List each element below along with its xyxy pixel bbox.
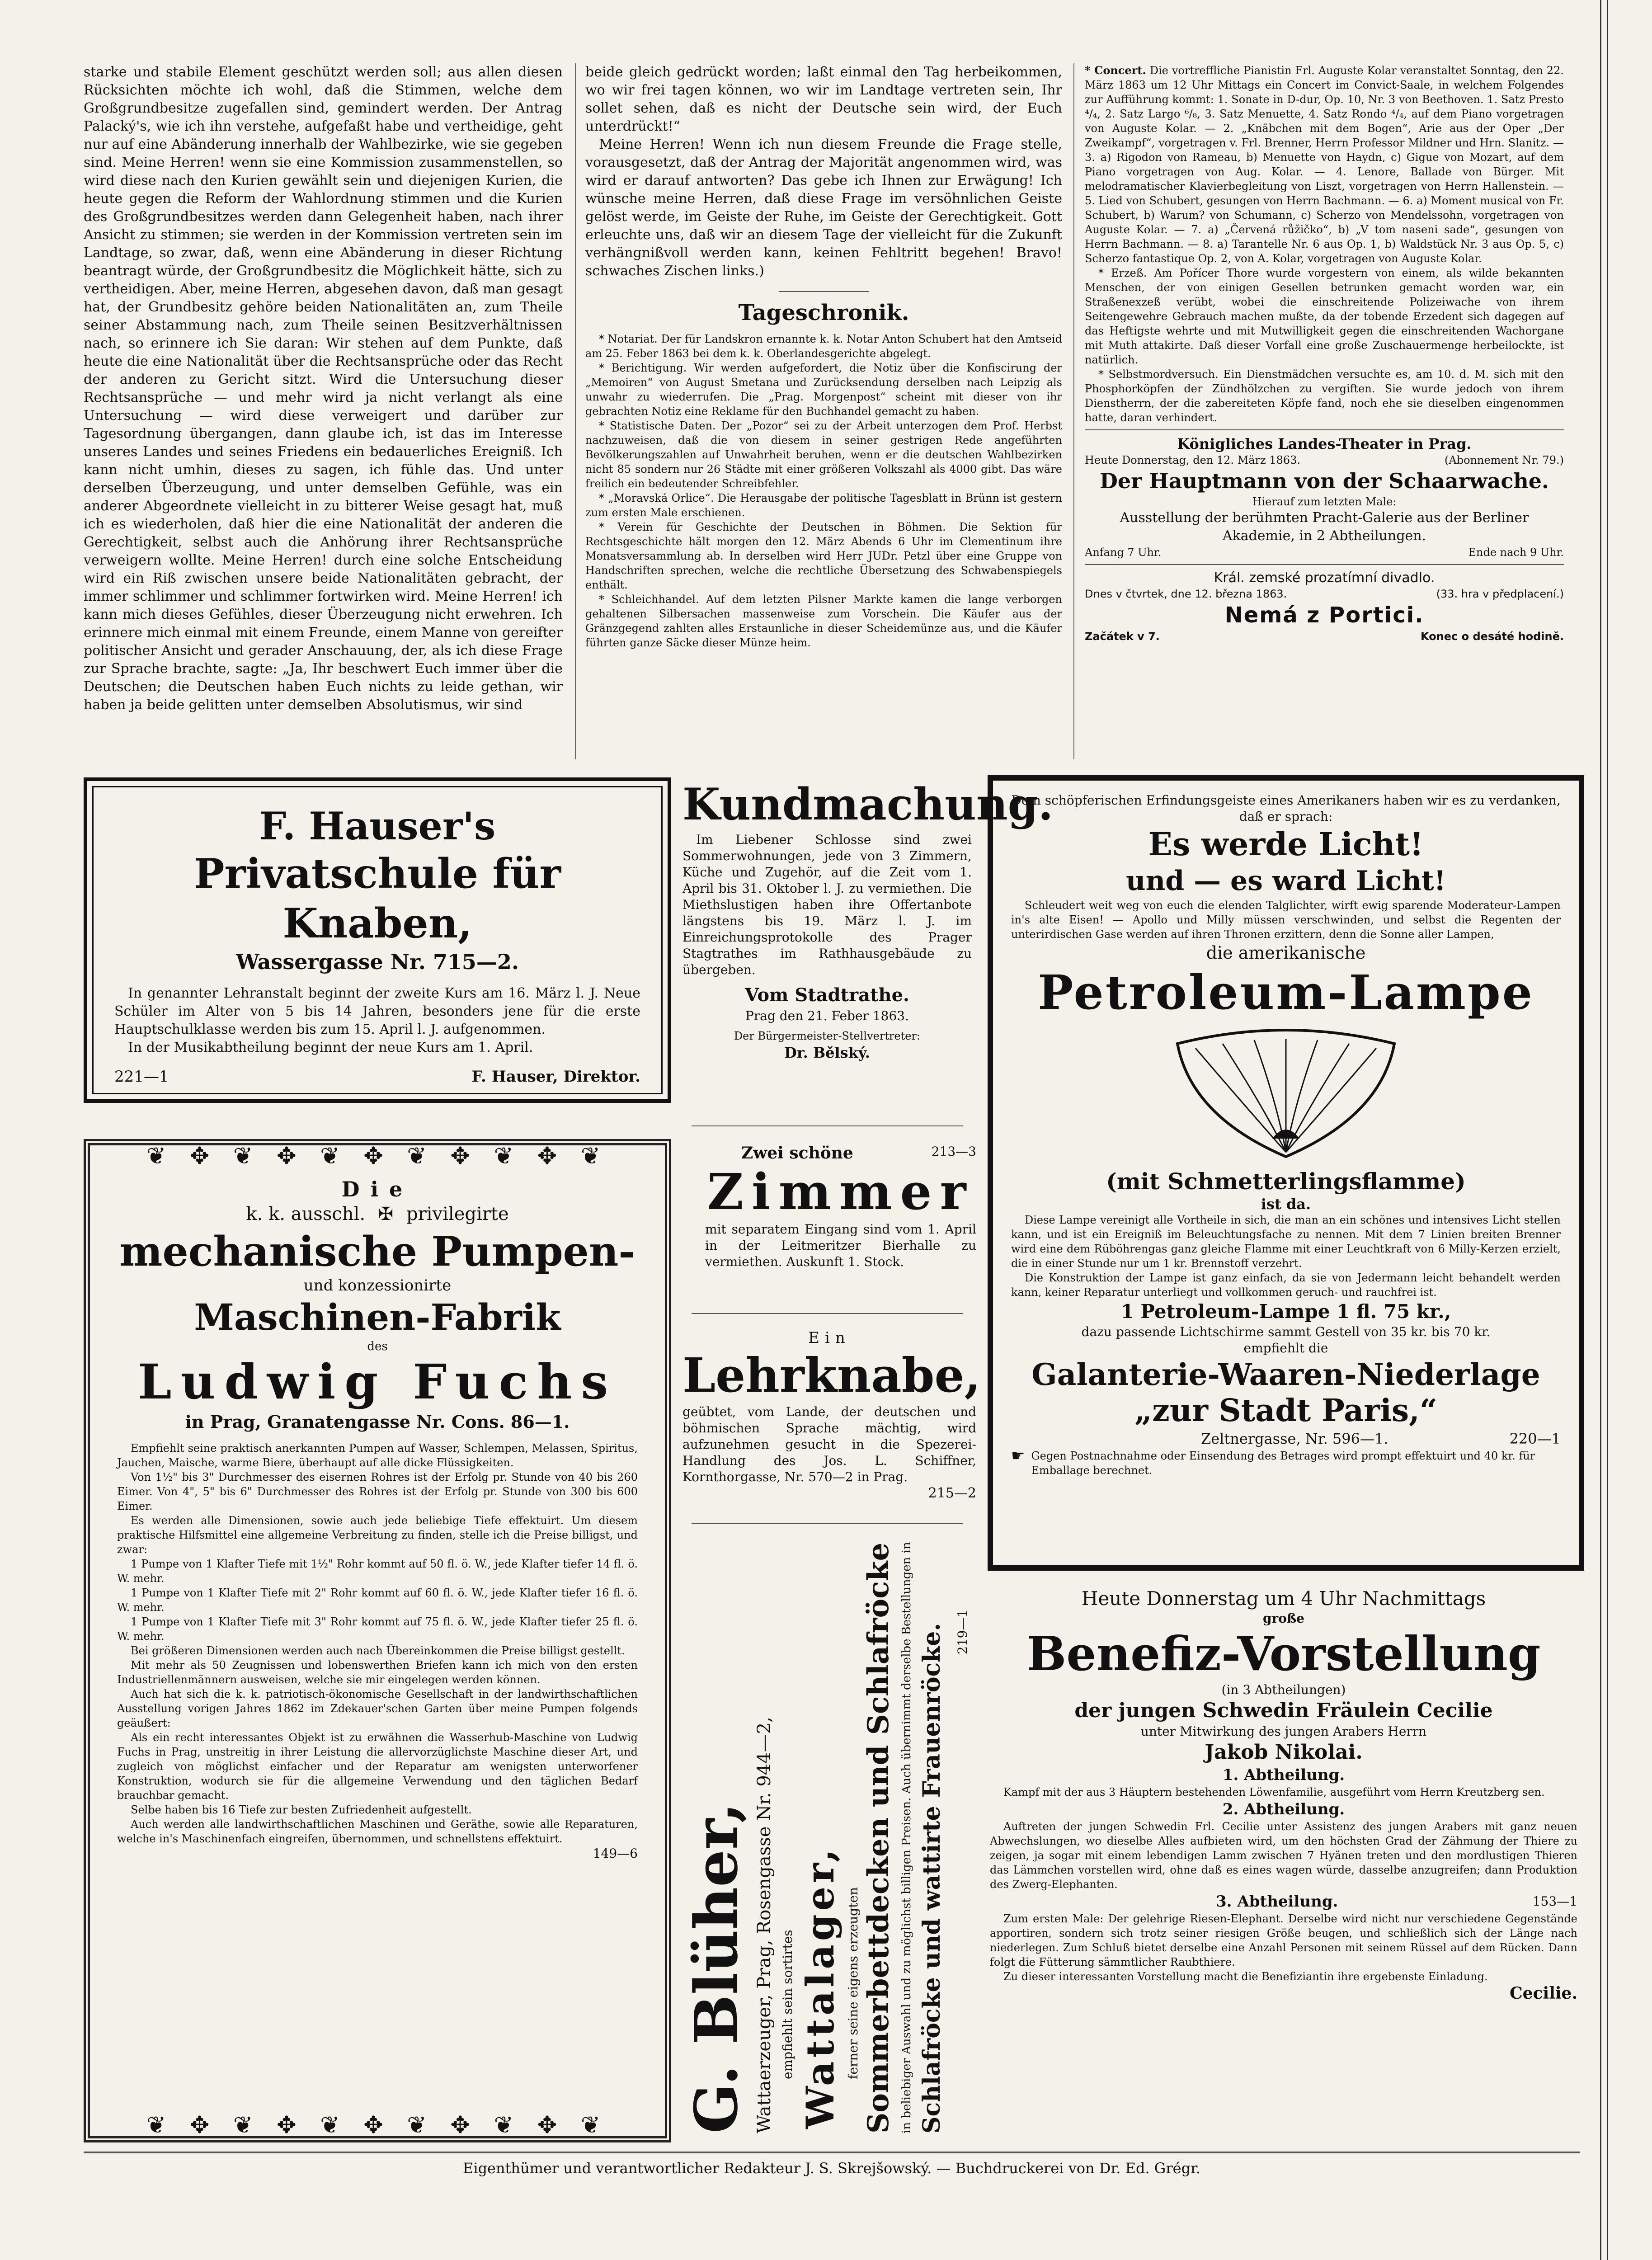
- kundmachung-role: Der Bürgermeister-Stellvertreter:: [734, 1030, 921, 1042]
- kundmachung-title: Kundmachung.: [682, 779, 1054, 830]
- zimmer-header: [705, 1144, 976, 1163]
- page-edge-line-2: [1607, 0, 1608, 2260]
- chronicle-item: * Berichtigung. Wir werden aufgefordert, die Notiz über die Konfiscirung der „Memoiren“ von August Smetana und Zurücksendung derselben nach Leipzig als unwahr zu wiederrufen. Die „Prag. Morgenpost“ scheint mit dieser von ihr gebrachten Notiz eine Reklame für den Buchhandel gemacht zu haben.: [585, 362, 1062, 418]
- theatre-listing: [1085, 435, 1564, 560]
- column-divider: [575, 63, 576, 759]
- zimmer-lead: Zwei schöne: [741, 1144, 853, 1163]
- bluher-line1: Wattaerzeuger, Prag, Rosengasse Nr. 944—2,: [754, 1717, 775, 2133]
- bluher-line6: Schlafröcke und wattirte Frauenröcke.: [918, 1623, 946, 2133]
- ad-zimmer: [705, 1144, 976, 1297]
- kundmachung-body: [682, 832, 972, 978]
- fuchs-price: 1 Pumpe von 1 Klafter Tiefe mit 3" Rohr kommt auf 75 fl. ö. W., jede Klafter tiefer 25 fl. ö. W. mehr.: [117, 1615, 638, 1643]
- benefiz-part3-text: Zum ersten Male: Der gelehrige Riesen-Elephant. Derselbe wird nicht nur verschiedene Gegenstände apportiren, sondern sich trotz seiner riesigen Größe beugen, und schließlich sich der Länge nach niederlegen. Zum Schluß bietet derselbe eine Anzahl Personen mit seinem Rüssel auf dem Rücken. Dann folgt die Fütterung sämmtlicher Raubthiere.: [990, 1912, 1577, 1968]
- fuchs-the: Die: [341, 1177, 414, 1201]
- hauser-code: 221—1: [114, 1068, 169, 1086]
- lampe-shop: Galanterie-Waaren-Niederlage: [1031, 1357, 1540, 1392]
- ad-benefiz: [990, 1587, 1577, 2142]
- ornament-top: ❦ ✥ ❦ ✥ ❦ ✥ ❦ ✥ ❦ ✥ ❦: [146, 1143, 609, 1170]
- bluher-line5: in beliebiger Auswahl und zu möglichst billigen Preisen. Auch übernimmt derselbe Bestellungen in: [900, 1542, 913, 2133]
- bluher-line2: empfiehlt sein sortirtes: [780, 1930, 795, 2079]
- lehrknabe-lead: Ein: [808, 1329, 851, 1347]
- lampe-title: Petroleum-Lampe: [1038, 965, 1534, 1020]
- lampe-price: 1 Petroleum-Lampe 1 fl. 75 kr.,: [1120, 1300, 1451, 1323]
- middle-column-text: [585, 63, 1062, 650]
- bluher-line4: Sommerbettdecken und Schlafröcke: [861, 1542, 895, 2133]
- hauser-subtitle: Privatschule für Knaben,: [193, 850, 561, 947]
- middle-paragraph: Meine Herren! Wenn ich nun diesem Freunde die Frage stelle, vorausgesetzt, daß der Antrag der Majorität angenommen wird, was wird er darauf antworten? Das gebe ich Ihnen zur Erwägung! Ich wünsche meine Herren, daß diese Frage im versöhnlichen Geiste gelöst werde, im Geiste der Ruhe, im Geiste der Gerechtigkeit. Gott erleuchte uns, daß wir an diesem Tage der vielleicht für die Zukunft verhängnißvoll werden kann, keinen Fehltritt begehen! Bravo! schwaches Zischen links.): [585, 137, 1062, 279]
- hauser-title: F. Hauser's: [259, 804, 496, 848]
- benefiz-part3-code: 153—1: [1532, 1894, 1577, 1909]
- eagle-icon: ✠: [378, 1204, 394, 1224]
- section-divider: [1085, 564, 1564, 565]
- benefiz-part1-text: Kampf mit der aus 3 Häuptern bestehenden Löwenfamilie, ausgeführt vom Herrn Kreutzberg sen.: [1003, 1786, 1545, 1799]
- lampe-text: Schleudert weit weg von euch die elenden Talglichter, wirft ewig sparende Moderateur-Lampen in's alte Eisen! — Apollo und Milly müssen verschwinden, und selbst die Regenten der unterirdischen Gase werden auf ihren Thronen erzittern, denn die Sonne aller Lampen,: [1011, 899, 1561, 941]
- lehrknabe-body: [682, 1404, 976, 1485]
- lehrknabe-title: Lehrknabe,: [682, 1347, 981, 1403]
- fuchs-title1: mechanische Pumpen-: [119, 1228, 635, 1276]
- chronicle-item: * Verein für Geschichte der Deutschen in Böhmen. Die Sektion für Rechtsgeschichte hält morgen den 12. März Abends 6 Uhr im Clementinum ihre Monatsversammlung ab. In derselben wird Herr JUDr. Petzl über eine Gruppe von Handschriften sprechen, welche die rechtliche Übersetzung des Schwabenspiegels enthält.: [585, 521, 1062, 591]
- zimmer-body: [705, 1221, 976, 1270]
- fuchs-text: Bei größeren Dimensionen werden auch nach Übereinkommen die Preise billigst gestellt.: [131, 1644, 625, 1657]
- theatre-play: Der Hauptmann von der Schaarwache.: [1099, 469, 1549, 493]
- benefiz-part3-title: 3. Abtheilung.: [1216, 1893, 1338, 1911]
- theatre-times: [1085, 545, 1564, 560]
- fuchs-title2: Maschinen-Fabrik: [194, 1296, 561, 1338]
- kundmachung-text: Im Liebener Schlosse sind zwei Sommerwohnungen, jede von 3 Zimmern, Küche und Zugehör, auf die Zeit vom 1. April bis 31. Oktober l. J. zu vermiethen. Die Miethslustigen haben ihre Offertanbote längstens bis 19. März l. J. im Einreichungsprotokolle des Prager Stagtrathes im Rathhausgebäude zu übergeben.: [682, 832, 972, 977]
- fuchs-body: [117, 1441, 638, 1846]
- ornament-bottom: ❦ ✥ ❦ ✥ ❦ ✥ ❦ ✥ ❦ ✥ ❦: [146, 2112, 609, 2139]
- lamp-glass-icon: [1011, 1026, 1561, 1163]
- pointing-hand-icon: ☛: [1011, 1447, 1025, 1465]
- lampe-code: 220—1: [1509, 1430, 1561, 1447]
- fuchs-text: Mit mehr als 50 Zeugnissen und lobenswerthen Briefen kann ich mich von den ersten Industriellenmännern ausweisen, welche sie mir eingelegen werden können.: [117, 1659, 638, 1686]
- right-column-text: [1085, 63, 1564, 644]
- news-item: * Erzeß. Am Pořícer Thore wurde vorgestern von einem, als wilde bekannten Menschen, der von einigen Gesellen betrunken gemacht worden war, ein Straßenexzeß verübt, wobei die einschreitende Polizeiwache von ihrem Seitengewehre Gebrauch machen mußte, da der tobende Erzedent sich dagegen auf das Heftigste wehrte und mit Mutwilligkeit gegen die einschreitenden Wachorgane mit Muth attakirte. Daß dieser Vorfall eine große Zuschauermenge herbeilockte, ist natürlich.: [1085, 267, 1564, 366]
- kundmachung-date: Prag den 21. Feber 1863.: [745, 1008, 909, 1023]
- concert-item: [1085, 63, 1564, 266]
- section-divider: [1085, 429, 1564, 430]
- theatre-title: Königliches Landes-Theater in Prag.: [1177, 435, 1472, 452]
- left-paragraph: starke und stabile Element geschützt werden soll; aus allen diesen Rücksichten möchte ich wohl, daß die Stimmen, welche dem Großgrundbesitze zugefallen sind, gemindert werden. Der Antrag Palacký's, wie ich ihn verstehe, aufgefaßt habe und vertheidige, geht nur auf eine Abänderung innerhalb der Wahlbezirke, wie sie gegeben sind. Meine Herren! wenn sie eine Kommission zusammenstellen, so wird diese nach den Kurien gewählt sein und diejenigen Kurien, die heute gegen die Reform der Wahlordnung stimmen und die Kurien des Großgrundbesitzes werden dann Gelegenheit haben, nach ihrer Ansicht zu stimmen; sie werden in der Kommission vertreten sein im Landtage, so zwar, daß, wenn eine Abänderung in dieser Richtung beantragt würde, der Großgrundbesitz die Möglichkeit hätte, sich zu vertheidigen. Aber, meine Herren, abgesehen davon, daß man gesagt hat, der Grundbesitz gehöre beiden Nationalitäten an, zum Theile seiner Abstammung nach, zum Theile seinen Besitzverhältnissen nach, so erinnere ich Sie daran: Wir stehen auf dem Punkte, daß heute die eine Nationalität über die Rechtsansprüche oder das Recht der anderen zu Gericht sitzt. Wird die Untersuchung dieser Rechtsansprüche — und mehr wird ja nicht verlangt als eine Untersuchung — wird diese verweigert und darüber zur Tagesordnung übergangen, dann glaube ich, ist das im Interesse unseres Landes und seines Friedens ein bedauerliches Ereigniß. Ich kann nicht umhin, dieses zu sagen, ich fühle das. Und unter derselben Überzeugung, und unter demselben Gefühle, was ein anderer Abgeordnete vielleicht in zu bitterer Weise gesagt hat, muß ich es wiederholen, daß hier die eine Nationalität der anderen die Gerechtigkeit, selbst auch die Anhörung ihrer Rechtsansprüche verweigern wollte. Meine Herren! durch eine solche Entscheidung wird ein Riß zwischen unsere beide Nationalitäten gebracht, der immer schlimmer und schlimmer fortwirken wird. Meine Herren! ich kann mich dieses Gefühles, dieser Überzeugung nicht erwehren. Ich erinnere mich einmal mit einem Freunde, einem Manne von gereifter politischer Ansicht und gerader Anschauung, der, als ich diese Frage zur Sprache brachte, sagte: „Ja, Ihr beschwert Euch immer über die Deutschen; die Deutschen haben Euch nichts zu leide gethan, wir haben ja beide gelitten unter demselben Absolutismus, wir sind: [84, 64, 563, 713]
- ad-bluher: [678, 1537, 985, 2142]
- hauser-signature: F. Hauser, Direktor.: [471, 1068, 640, 1086]
- fuchs-line1-a: k. k. ausschl.: [246, 1204, 366, 1224]
- ad-lehrknabe: [682, 1329, 981, 1510]
- lampe-price2: dazu passende Lichtschirme sammt Gestell von 35 kr. bis 70 kr.: [1081, 1324, 1491, 1339]
- benefiz-part1: [990, 1785, 1577, 1799]
- lampe-footer-row: [1011, 1449, 1561, 1478]
- left-column-text: [84, 63, 563, 714]
- lampe-shop2: „zur Stadt Paris,“: [1134, 1393, 1437, 1429]
- czech-theatre-end: Konec o desáté hodině.: [1421, 630, 1564, 643]
- fuchs-text: Selbe haben bis 16 Tiefe zur besten Zufriedenheit aufgestellt.: [131, 1803, 472, 1816]
- theatre-note: Ausstellung der berühmten Pracht-Galerie aus der Berliner Akademie, in 2 Abtheilungen.: [1120, 510, 1529, 544]
- ad-hauser: [84, 777, 671, 1103]
- lampe-body2: [1011, 1213, 1561, 1300]
- lamp-glass-icon-svg: [1168, 1026, 1403, 1161]
- czech-theatre-date: Dnes v čtvrtek, dne 12. března 1863.: [1085, 588, 1287, 600]
- page-footer: Eigenthümer und verantwortlicher Redakteur J. S. Skrejšowský. — Buchdruckerei von Dr. Ed. Grégr.: [462, 2160, 1201, 2177]
- bluher-title: Wattalager,: [798, 1845, 842, 2129]
- fuchs-text: Als ein recht interessantes Objekt ist zu erwähnen die Wasserhub-Maschine von Ludwig Fuchs in Prag, unstreitig in ihrer Leistung die allervorzüglichste Maschine dieser Art, und zugleich von möglichst einfacher und der Reparatur am wenigsten unterworfener Konstruktion, wodurch sie für die allgemeine Verwendung und den täglichen Bedarf brauchbar gemacht.: [117, 1731, 638, 1802]
- benefiz-guest: Jakob Nikolai.: [1205, 1741, 1363, 1764]
- fuchs-text: Auch werden alle landwirthschaftlichen Maschinen und Geräthe, sowie alle Reparaturen, welche in's Maschinenfach eingreifen, übernommen, und schnellstens effektuirt.: [117, 1818, 638, 1845]
- ad-lampe: [988, 775, 1584, 1571]
- czech-theatre-subscription: (33. hra v předplacení.): [1436, 588, 1564, 600]
- theatre-date: Heute Donnerstag, den 12. März 1863.: [1085, 454, 1301, 466]
- lampe-text: Diese Lampe vereinigt alle Vortheile in sich, die man an ein schönes und intensives Licht stellen kann, und ist ein Ereigniß im Beleuchtungsfache zu nennen. Mit dem 7 Linien breiten Brenner wird eine dem Rüböhrengas ganz gleiche Flamme mit einer Leuchtkraft von 6 Milly-Kerzen erzielt, die in einer Stunde nur um 1 kr. Brennstoff verzehrt.: [1011, 1214, 1561, 1270]
- lampe-address: Zeltnergasse, Nr. 596—1.: [1201, 1430, 1388, 1447]
- chronicle-item: * Schleichhandel. Auf dem letzten Pilsner Markte kamen die lange verborgen gehaltenen Silbersachen massenweise zum Vorschein. Die Käufer aus der Gränzgegend zahlten alles Erstaunliche in dieser Scheidemünze aus, und die Käufer führten ganze Säcke dieser Münze heim.: [585, 593, 1062, 649]
- theatre-date-row: [1085, 453, 1564, 467]
- czech-theatre-date-row: [1085, 587, 1564, 601]
- hauser-footer: [114, 1068, 640, 1086]
- bluher-line3: ferner seine eigens erzeugten: [846, 1887, 861, 2079]
- concert-title: * Concert.: [1085, 64, 1146, 77]
- benefiz-part3: [990, 1912, 1577, 1969]
- chronicle-item: * Statistische Daten. Der „Pozor“ sei zu der Arbeit unterzogen dem Prof. Herbst nachzuweisen, daß die von diesem in seiner gestrigen Rede angeführten Bevölkerungszahlen auf Unwahrheit beruhen, wenn er die deutschen Wahlbezirken nicht 85 sondern nur 26 Städte mit einer größeren Volkszahl als 4000 gibt. Das wäre freilich ein bedeutender Schreibfehler.: [585, 419, 1062, 490]
- ad-fuchs: [84, 1139, 671, 2142]
- section-divider: [692, 1523, 963, 1524]
- chronicle-item: * Notariat. Der für Landskron ernannte k. k. Notar Anton Schubert hat den Amtseid am 25. Feber 1863 bei dem k. k. Oberlandesgerichte abgelegt.: [585, 333, 1062, 360]
- lampe-text: Die Konstruktion der Lampe ist ganz einfach, da sie von Jedermann leicht behandelt werden kann, keiner Reparatur unterliegt und vollkommen geruch- und rauchfrei ist.: [1011, 1271, 1561, 1299]
- lampe-intro: Dem schöpferischen Erfindungsgeiste eines Amerikaners haben wir es zu verdanken, daß er sprach:: [1011, 793, 1561, 824]
- benefiz-with: unter Mitwirkung des jungen Arabers Herrn: [1140, 1724, 1427, 1739]
- middle-paragraph: beide gleich gedrückt worden; laßt einmal den Tag herbeikommen, wo wir frei tagen können, wo wir im Landtage vertreten sein, Ihr sollet sehen, daß es nicht der Deutsche sein wird, der Euch unterdrückt!“: [585, 64, 1062, 134]
- lampe-sub: (mit Schmetterlingsflamme): [1106, 1168, 1466, 1195]
- theatre-start: Anfang 7 Uhr.: [1085, 546, 1162, 559]
- bluher-code: 219—1: [955, 1609, 970, 1654]
- section-divider: [779, 291, 869, 292]
- benefiz-lead: Heute Donnerstag um 4 Uhr Nachmittags: [1081, 1587, 1486, 1610]
- czech-theatre-play: Nemá z Portici.: [1224, 603, 1424, 628]
- fuchs-address: in Prag, Granatengasse Nr. Cons. 86—1.: [185, 1412, 570, 1432]
- lehrknabe-text: geübtet, vom Lande, der deutschen und böhmischen Sprache mächtig, wird aufzunehmen gesucht in die Spezerei-Handlung des Jos. L. Schiffner, Kornthorgasse, Nr. 570—2 in Prag.: [682, 1404, 976, 1484]
- column-divider: [1073, 63, 1074, 759]
- concert-text: Die vortreffliche Pianistin Frl. Auguste Kolar veranstaltet Sonntag, den 22. März 1863 um 12 Uhr Mittags ein Concert im Convict-Saale, in welchem Folgendes zur Aufführung kommt: 1. Sonate in D-dur, Op. 10, Nr. 3 von Beethoven. 1. Satz Presto ⁴/₄, 2. Satz Largo ⁶/₈, 3. Satz Menuette, 4. Satz Rondo ⁴/₄, auf dem Piano vorgetragen von Auguste Kolar. — 2. „Knäbchen mit dem Bogen“, Arie aus der Oper „Der Zweikampf“, vorgetragen v. Frl. Brenner, Herrn Professor Mildner und Hrn. Slanitz. — 3. a) Rigodon von Rameau, b) Menuette von Haydn, c) Gigue von Mozart, auf dem Piano vorgetragen von Aug. Kolar. — 4. Lenore, Ballade von Bürger. Mit melodramatischer Klavierbegleitung von Liszt, vorgetragen von Herrn Hallenstein. — 5. Lied von Schubert, gesungen von Herrn Bachmann. — 6. a) Moment musical von Fr. Schubert, b) Warum? von Schumann, c) Scherzo von Mendelssohn, vorgetragen von Auguste Kolar. — 7. a) „Červená růžičko“, b) „V tom naseni sade“, gesungen von Herrn Bachmann. — 8. a) Tarantelle Nr. 6 aus Op. 1, b) Waldstück Nr. 3 aus Op. 5, c) Scherzo fantastique Op. 2, von A. Kolar, vorgetragen von Auguste Kolar.: [1085, 64, 1564, 265]
- benefiz-part2-title: 2. Abtheilung.: [1222, 1800, 1345, 1818]
- lampe-headline2: und — es ward Licht!: [1126, 865, 1446, 897]
- fuchs-price: 1 Pumpe von 1 Klafter Tiefe mit 1½" Rohr kommt auf 50 fl. ö. W., jede Klafter tiefer 14 fl. ö. W. mehr.: [117, 1558, 638, 1585]
- czech-theatre-listing: [1085, 570, 1564, 644]
- lampe-body1: [1011, 898, 1561, 942]
- ad-kundmachung: [682, 777, 1054, 1112]
- theatre-note: Hierauf zum letzten Male:: [1252, 495, 1397, 508]
- benefiz-title: Benefiz-Vorstellung: [1026, 1626, 1541, 1681]
- czech-theatre-title: Král. zemské prozatímní divadlo.: [1214, 570, 1435, 586]
- section-divider: [692, 1313, 963, 1314]
- theatre-end: Ende nach 9 Uhr.: [1468, 546, 1564, 559]
- fuchs-name: Ludwig Fuchs: [138, 1353, 617, 1410]
- benefiz-parts: (in 3 Abtheilungen): [1221, 1682, 1346, 1697]
- theatre-subscription: (Abonnement Nr. 79.): [1445, 454, 1564, 466]
- fuchs-code: 149—6: [593, 1846, 638, 1861]
- fuchs-text: Von 1½" bis 3" Durchmesser des eisernen Rohres ist der Erfolg pr. Stunde von 40 bis 260 Eimer. Von 4", 5" bis 6" Durchmesser des Rohres ist der Erfolg pr. Stunde von 300 bis 600 Eimer.: [117, 1471, 638, 1512]
- fuchs-text: Empfiehlt seine praktisch anerkannten Pumpen auf Wasser, Schlempen, Melassen, Spiritus, Jauchen, Maische, warme Biere, überhaupt auf alle dicke Flüssigkeiten.: [117, 1442, 638, 1469]
- benefiz-of: der jungen Schwedin Fräulein Cecilie: [1074, 1699, 1493, 1722]
- chronicle-item: * „Moravská Orlice“. Die Herausgabe der politische Tagesblatt in Brünn ist gestern zum ersten Male erschienen.: [585, 492, 1062, 519]
- lampe-footer: Gegen Postnachnahme oder Einsendung des Betrages wird prompt effektuirt und 40 kr. für Emballage berechnet.: [1031, 1450, 1535, 1477]
- fuchs-price: 1 Pumpe von 1 Klafter Tiefe mit 2" Rohr kommt auf 60 fl. ö. W., jede Klafter tiefer 16 fl. ö. W. mehr.: [117, 1587, 638, 1614]
- hauser-text: In der Musikabtheilung beginnt der neue Kurs am 1. April.: [128, 1040, 533, 1055]
- lampe-headline1: Es werde Licht!: [1148, 825, 1424, 863]
- lampe-text2: die amerikanische: [1206, 943, 1366, 963]
- benefiz-part1-title: 1. Abtheilung.: [1222, 1766, 1345, 1784]
- benefiz-invite-text: Zu dieser interessanten Vorstellung macht die Benefiziantin ihre ergebenste Einladung.: [1003, 1970, 1488, 1983]
- benefiz-signature: Cecilie.: [1510, 1984, 1577, 2003]
- benefiz-invite: [990, 1969, 1577, 1984]
- fuchs-text: Es werden alle Dimensionen, sowie auch jede beliebige Tiefe effektuirt. Um diesem praktische Hilfsmittel eine allgemeine Verbreitung zu finden, stelle ich die Preise billigst, und zwar:: [117, 1514, 638, 1556]
- benefiz-part2-text: Auftreten der jungen Schwedin Frl. Cecilie unter Assistenz des jungen Arabers mit ganz neuen Abwechslungen, wo dieselbe Alles aufbieten wird, um den höchsten Grad der Zähmung der Thiere zu zeigen, ja sogar mit einem lebendigen Lamm zwischen 7 Hyänen treten und den mordlustigen Thieren das Lämmchen vorstellen wird, ohne daß es eines wagen würde, dasselbe anzugreifen; dann Produktion des Zwerg-Elephanten.: [990, 1820, 1577, 1891]
- fuchs-line1-b: privilegirte: [406, 1204, 509, 1224]
- fuchs-line2: und konzessionirte: [303, 1276, 452, 1295]
- zimmer-code: 213—3: [931, 1144, 976, 1159]
- kundmachung-signature: Dr. Bělský.: [784, 1044, 870, 1061]
- news-item: * Selbstmordversuch. Ein Dienstmädchen versuchte es, am 10. d. M. sich mit den Phosphorköpfen der Zündhölzchen zu vergiften. Sie wurde jedoch von ihrem Dienstherrn, der die zabereiteten Köpfe fand, noch ehe sie dieselben eingenommen hatte, daran verhindert.: [1085, 368, 1564, 424]
- fuchs-line1: [117, 1201, 638, 1227]
- footer-rule: [84, 2152, 1580, 2153]
- page-edge-line: [1600, 0, 1601, 2260]
- czech-theatre-start: Začátek v 7.: [1085, 630, 1160, 643]
- kundmachung-issuer: Vom Stadtrathe.: [745, 984, 909, 1006]
- zimmer-text: mit separatem Eingang sind vom 1. April in der Leitmeritzer Bierhalle zu vermiethen. Auskunft 1. Stock.: [705, 1222, 976, 1269]
- bluher-name: G. Blüher,: [682, 1802, 751, 2133]
- fuchs-des: des: [367, 1340, 388, 1353]
- fuchs-text: Auch hat sich die k. k. patriotisch-ökonomische Gesellschaft in der landwirthschaftlichen Ausstellung vorigen Jahres 1862 im Zdekauer'schen Garten über meine Pumpen folgends geäußert:: [117, 1688, 638, 1729]
- benefiz-part2: [990, 1819, 1577, 1892]
- lampe-recommend: empfiehlt die: [1243, 1341, 1328, 1356]
- lehrknabe-code: 215—2: [928, 1485, 976, 1501]
- czech-theatre-times: [1085, 629, 1564, 644]
- benefiz-part3-header: [990, 1892, 1577, 1912]
- zimmer-title: Zimmer: [707, 1163, 974, 1221]
- benefiz-grosse: große: [1262, 1611, 1305, 1626]
- chronicle-list: [585, 332, 1062, 650]
- hauser-address: Wassergasse Nr. 715—2.: [236, 950, 519, 974]
- lampe-sub2: ist da.: [1261, 1196, 1311, 1213]
- lampe-address-row: [1011, 1429, 1561, 1449]
- hauser-body: [114, 984, 640, 1057]
- section-divider: [692, 1125, 963, 1126]
- chronicle-title: Tageschronik.: [738, 300, 909, 325]
- hauser-text: In genannter Lehranstalt beginnt der zweite Kurs am 16. März l. J. Neue Schüler im Alter von 5 bis 14 Jahren, besonders jene für die erste Hauptschulklasse werden bis zum 15. April l. J. aufgenommen.: [114, 985, 640, 1037]
